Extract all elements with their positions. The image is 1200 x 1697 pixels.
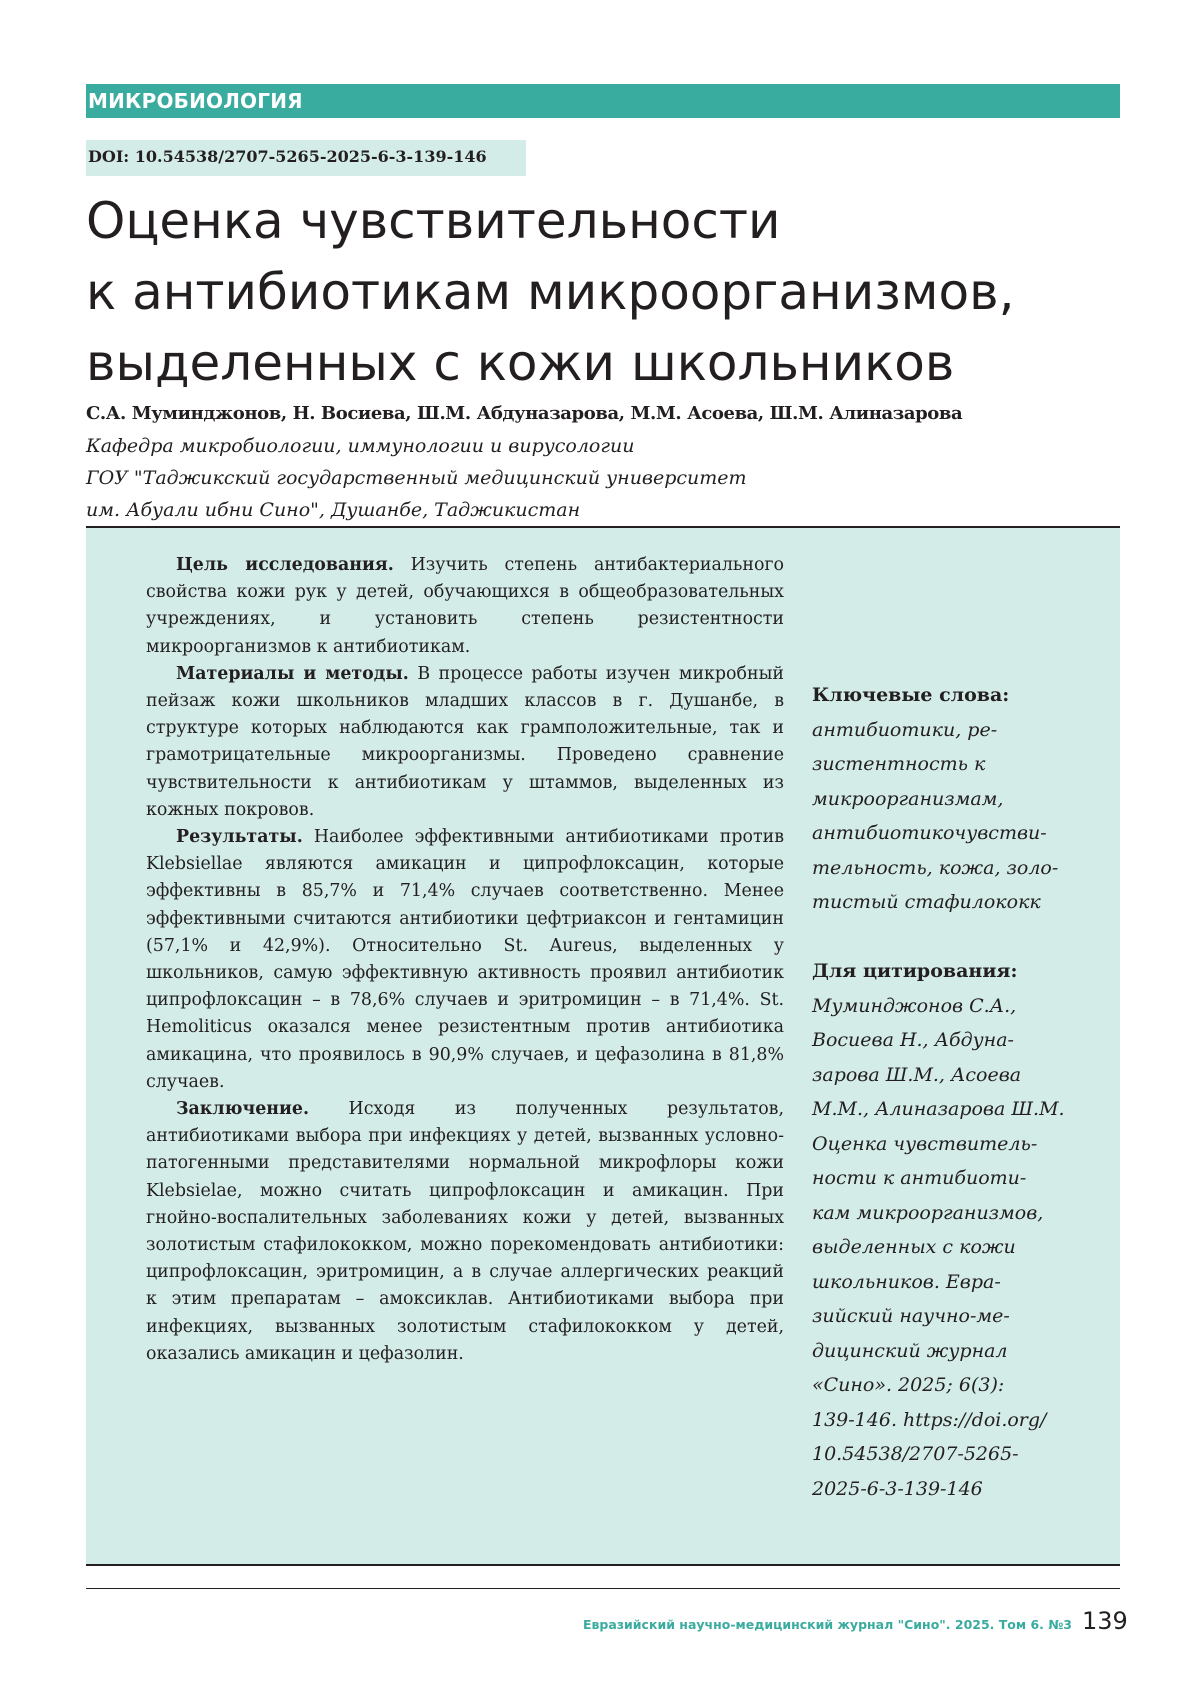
affiliation-line: ГОУ "Таджикский государственный медицинский университет bbox=[86, 462, 986, 494]
citation-line: М.М., Алиназарова Ш.М. bbox=[812, 1092, 1112, 1127]
citation-line: дицинский журнал bbox=[812, 1334, 1112, 1369]
abstract-body: В процессе работы изучен микробный пейзаж кожи школьников младших классов в г. Душанбе, в структуре которых наблюдаются как грамположительные, так и грамотрицательные микроорганизмы. Проведено сравнение чувствительности к антибиотикам у штаммов, выделенных из кожных покровов. bbox=[146, 664, 784, 820]
footer-journal-name: Евразийский научно-медицинский журнал "Сино". 2025. Том 6. №3 bbox=[583, 1616, 1072, 1634]
citation-line: кам микроорганизмов, bbox=[812, 1196, 1112, 1231]
abstract-body: Наиболее эффективными антибиотиками против Klebsiellae являются амикацин и ципрофлоксацин, которые эффективны в 85,7% и 71,4% случаев соответственно. Менее эффективными считаются антибиотики цефтриаксон и гентамицин (57,1% и 42,9%). Относительно St. Aureus, выделенных у школьников, самую эффективную активность проявил антибиотик ципрофлоксацин – в 78,6% случаев и эритромицин – в 71,4%. St. Hemoliticus оказался менее резистентным против антибиотика амикацина, что проявилось в 90,9% случаев, и цефазолина в 81,8% случаев. bbox=[146, 827, 784, 1092]
citation-block bbox=[812, 954, 1112, 1506]
citation-line: выделенных с кожи bbox=[812, 1230, 1112, 1265]
title-line: Оценка чувствительности bbox=[86, 186, 1136, 257]
abstract-paragraph-methods bbox=[146, 661, 784, 824]
abstract-paragraph-aim bbox=[146, 552, 784, 661]
keywords-block bbox=[812, 678, 1112, 920]
abstract-heading: Заключение. bbox=[176, 1099, 309, 1119]
citation-line: Оценка чувствитель- bbox=[812, 1127, 1112, 1162]
citation-line: зарова Ш.М., Асоева bbox=[812, 1058, 1112, 1093]
citation-doi-line[interactable]: 2025-6-3-139-146 bbox=[812, 1472, 1112, 1507]
section-label: МИКРОБИОЛОГИЯ bbox=[86, 84, 1120, 118]
keywords-line: антибиотики, ре- bbox=[812, 713, 1112, 748]
abstract-text bbox=[146, 552, 784, 1368]
abstract-body: Исходя из полученных результатов, антибиотиками выбора при инфекциях у детей, вызванных условно-патогенными представителями нормальной микрофлоры кожи Klebsielae, можно считать ципрофлоксацин и амикацин. При гнойно-воспалительных заболеваниях кожи у детей, вызванных золотистым стафилококком, можно порекомендовать антибиотики: ципрофлоксацин, эритромицин, а в случае аллергических реакций к этим препаратам – амоксиклав. Антибиотиками выбора при инфекциях, вызванных золотистым стафилококком у детей, оказались амикацин и цефазолин. bbox=[146, 1099, 784, 1364]
abstract-paragraph-conclusion bbox=[146, 1096, 784, 1368]
divider-bottom bbox=[86, 1564, 1120, 1566]
citation-doi-line[interactable]: 139-146. https://doi.org/ bbox=[812, 1403, 1112, 1438]
doi-label: DOI: 10.54538/2707-5265-2025-6-3-139-146 bbox=[86, 140, 526, 176]
affiliation-line: им. Абуали ибни Сино", Душанбе, Таджикистан bbox=[86, 494, 986, 526]
keywords-line: зистентность к bbox=[812, 747, 1112, 782]
citation-line: Муминджонов С.А., bbox=[812, 989, 1112, 1024]
citation-heading: Для цитирования: bbox=[812, 954, 1112, 989]
keywords-line: антибиотикочувстви- bbox=[812, 816, 1112, 851]
citation-line: «Сино». 2025; 6(3): bbox=[812, 1368, 1112, 1403]
keywords-line: тистый стафилококк bbox=[812, 885, 1112, 920]
abstract-heading: Цель исследования. bbox=[176, 555, 394, 575]
footer-divider bbox=[86, 1588, 1120, 1589]
abstract-paragraph-results bbox=[146, 824, 784, 1096]
affiliation bbox=[86, 430, 986, 526]
citation-line: зийский научно-ме- bbox=[812, 1299, 1112, 1334]
affiliation-line: Кафедра микробиологии, иммунологии и вирусологии bbox=[86, 430, 986, 462]
article-title bbox=[86, 186, 1136, 399]
abstract-heading: Результаты. bbox=[176, 827, 303, 847]
citation-doi-line[interactable]: 10.54538/2707-5265- bbox=[812, 1437, 1112, 1472]
citation-line: Восиева Н., Абдуна- bbox=[812, 1023, 1112, 1058]
title-line: к антибиотикам микроорганизмов, bbox=[86, 257, 1136, 328]
authors: С.А. Муминджонов, Н. Восиева, Ш.М. Абдуназарова, М.М. Асоева, Ш.М. Алиназарова bbox=[86, 400, 1126, 428]
title-line: выделенных с кожи школьников bbox=[86, 328, 1136, 399]
citation-text bbox=[812, 989, 1112, 1507]
abstract-heading: Материалы и методы. bbox=[176, 664, 409, 684]
page-number: 139 bbox=[1082, 1604, 1128, 1638]
keywords-list bbox=[812, 713, 1112, 920]
keywords-line: микроорганизмам, bbox=[812, 782, 1112, 817]
citation-line: ности к антибиоти- bbox=[812, 1161, 1112, 1196]
keywords-line: тельность, кожа, золо- bbox=[812, 851, 1112, 886]
citation-line: школьников. Евра- bbox=[812, 1265, 1112, 1300]
keywords-heading: Ключевые слова: bbox=[812, 678, 1112, 713]
abstract-body: Изучить степень антибактериального свойства кожи рук у детей, обучающихся в общеобразовательных учреждениях, и установить степень резистентности микроорганизмов к антибиотикам. bbox=[146, 555, 784, 657]
